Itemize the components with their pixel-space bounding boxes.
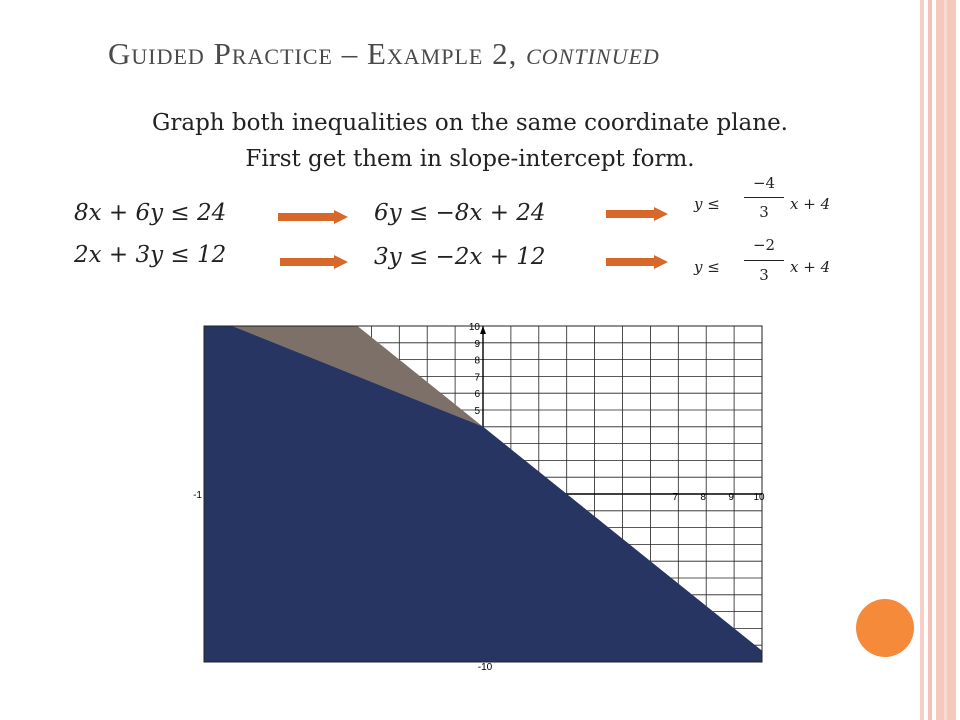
equation-original-2: 2x + 3y ≤ 12 [74,242,227,268]
x-axis-left-label: -1 [193,490,202,501]
x-tick-label: 7 [672,492,679,503]
y-tick-label: 6 [474,389,480,401]
final-2-numerator: −2 [752,236,776,254]
instruction-line-1: Graph both inequalities on the same coordinate plane. [152,110,788,136]
title-word-example: xample 2, [386,36,518,71]
y-tick-label: 8 [474,355,480,367]
title-word-guided: uided [131,36,205,71]
side-stripe-2 [928,0,932,720]
slide-title [108,36,660,72]
equation-step-1: 6y ≤ −8x + 24 [374,200,546,226]
title-letter-p: P [213,36,232,71]
y-tick-label: 7 [474,372,480,384]
x-tick-label: 8 [700,492,706,503]
x-tick-label: 9 [728,492,734,503]
final-2-denominator: 3 [759,266,769,284]
final-1-rhs: x + 4 [790,195,831,213]
arrow-right-icon [280,255,348,269]
arrow-right-icon [606,255,668,269]
final-2-lhs: y ≤ [694,258,720,276]
final-1-lhs: y ≤ [694,195,720,213]
title-continued: continued [526,36,660,71]
side-stripe-4 [944,0,947,720]
title-word-practice: ractice [231,36,333,71]
y-tick-label: 9 [474,338,480,350]
instruction-line-2: First get them in slope-intercept form. [245,146,695,172]
fraction-bar [744,260,784,261]
equation-original-1: 8x + 6y ≤ 24 [74,200,227,226]
equation-step-2: 3y ≤ −2x + 12 [374,244,546,270]
side-stripe-1 [920,0,924,720]
x-tick-label: 10 [753,492,765,503]
final-2-rhs: x + 4 [790,258,831,276]
title-letter-g: G [108,36,132,71]
accent-dot [856,599,914,657]
y-tick-label: 10 [468,322,480,333]
title-letter-e: E [366,36,387,71]
arrow-right-icon [606,207,668,221]
final-1-numerator: −4 [752,174,776,192]
inequality-graph [190,318,780,672]
fraction-bar [744,197,784,198]
y-axis-bottom-label: -10 [477,662,493,672]
y-tick-label: 5 [474,406,480,417]
final-1-denominator: 3 [759,203,769,221]
arrow-right-icon [278,210,348,224]
title-dash: – [341,36,359,71]
